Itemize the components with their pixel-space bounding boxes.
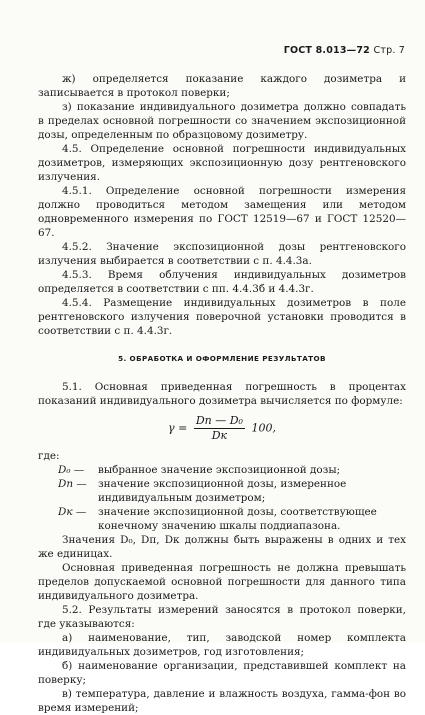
definition-text: значение экспозиционной дозы, измеренное индивидуальным дозиметром; bbox=[98, 478, 347, 504]
definition-item bbox=[38, 463, 406, 477]
paragraph: 5.1. Основная приведенная погрешность в процентах показаний индивидуального дозиметра вычисляется по формуле: bbox=[38, 381, 406, 407]
definition-symbol: Dп — bbox=[58, 478, 87, 490]
standard-number: ГОСТ 8.013—72 bbox=[283, 45, 370, 56]
definition-list bbox=[38, 463, 406, 533]
paragraph: 4.5.2. Значение экспозиционной дозы рентгеновского излучения выбирается в соответствии с п. 4.4.3а. bbox=[38, 241, 406, 267]
paragraph: а) наименование, тип, заводской номер комплекта индивидуальных дозиметров, год изготовления; bbox=[38, 632, 406, 658]
formula bbox=[38, 414, 406, 443]
definition-symbol: Dк — bbox=[58, 506, 87, 518]
document-body bbox=[38, 72, 406, 715]
paragraph: 4.5. Определение основной погрешности индивидуальных дозиметров, измеряющих экспозиционную дозу рентгеновского излучения. bbox=[38, 143, 406, 183]
definition-symbol: D₀ — bbox=[58, 464, 85, 476]
page-header bbox=[284, 45, 405, 56]
paragraph: 4.5.1. Определение основной погрешности измерения должно проводиться методом замещения или методом одновременного измерения по ГОСТ 12519—67 и ГОСТ 12520—67. bbox=[38, 185, 406, 239]
definition-text: значение экспозиционной дозы, соответствующее конечному значению шкалы поддиапазона. bbox=[98, 506, 377, 532]
paragraph: з) показание индивидуального дозиметра должно совпадать в пределах основной погрешности со значением экспозиционной дозы, определенным по образцовому дозиметру. bbox=[38, 101, 406, 141]
definition-item bbox=[38, 477, 406, 505]
page-number: Стр. 7 bbox=[373, 45, 405, 56]
definition-item bbox=[38, 505, 406, 533]
where-label: где: bbox=[38, 450, 60, 462]
paragraph: Значения D₀, Dп, Dк должны быть выражены в одних и тех же единицах. bbox=[38, 534, 406, 560]
formula-tail: 100, bbox=[251, 421, 276, 435]
formula-fraction bbox=[194, 414, 245, 443]
paragraph: 4.5.4. Размещение индивидуальных дозиметров в поле рентгеновского излучения поверочной установки проводится в соответствии с п. 4.4.3г. bbox=[38, 297, 406, 337]
paragraph: Основная приведенная погрешность не должна превышать пределов допускаемой основной погрешности для данного типа индивидуального дозиметра. bbox=[38, 562, 406, 602]
paragraph: 4.5.3. Время облучения индивидуальных дозиметров определяется в соответствии с пп. 4.4.3б и 4.4.3г. bbox=[38, 269, 406, 295]
paragraph: в) температура, давление и влажность воздуха, гамма-фон во время измерений; bbox=[38, 688, 406, 714]
definition-text: выбранное значение экспозиционной дозы; bbox=[98, 464, 341, 476]
formula-numerator: Dп — D₀ bbox=[195, 414, 243, 427]
formula-denominator: Dк bbox=[211, 429, 228, 442]
section-heading: 5. ОБРАБОТКА И ОФОРМЛЕНИЕ РЕЗУЛЬТАТОВ bbox=[118, 354, 326, 363]
formula-lhs: γ = bbox=[168, 421, 188, 435]
paragraph: 5.2. Результаты измерений заносятся в протокол поверки, где указываются: bbox=[38, 604, 406, 630]
paragraph: ж) определяется показание каждого дозиметра и записывается в протокол поверки; bbox=[38, 73, 406, 99]
paragraph: б) наименование организации, представившей комплект на поверку; bbox=[38, 660, 406, 686]
